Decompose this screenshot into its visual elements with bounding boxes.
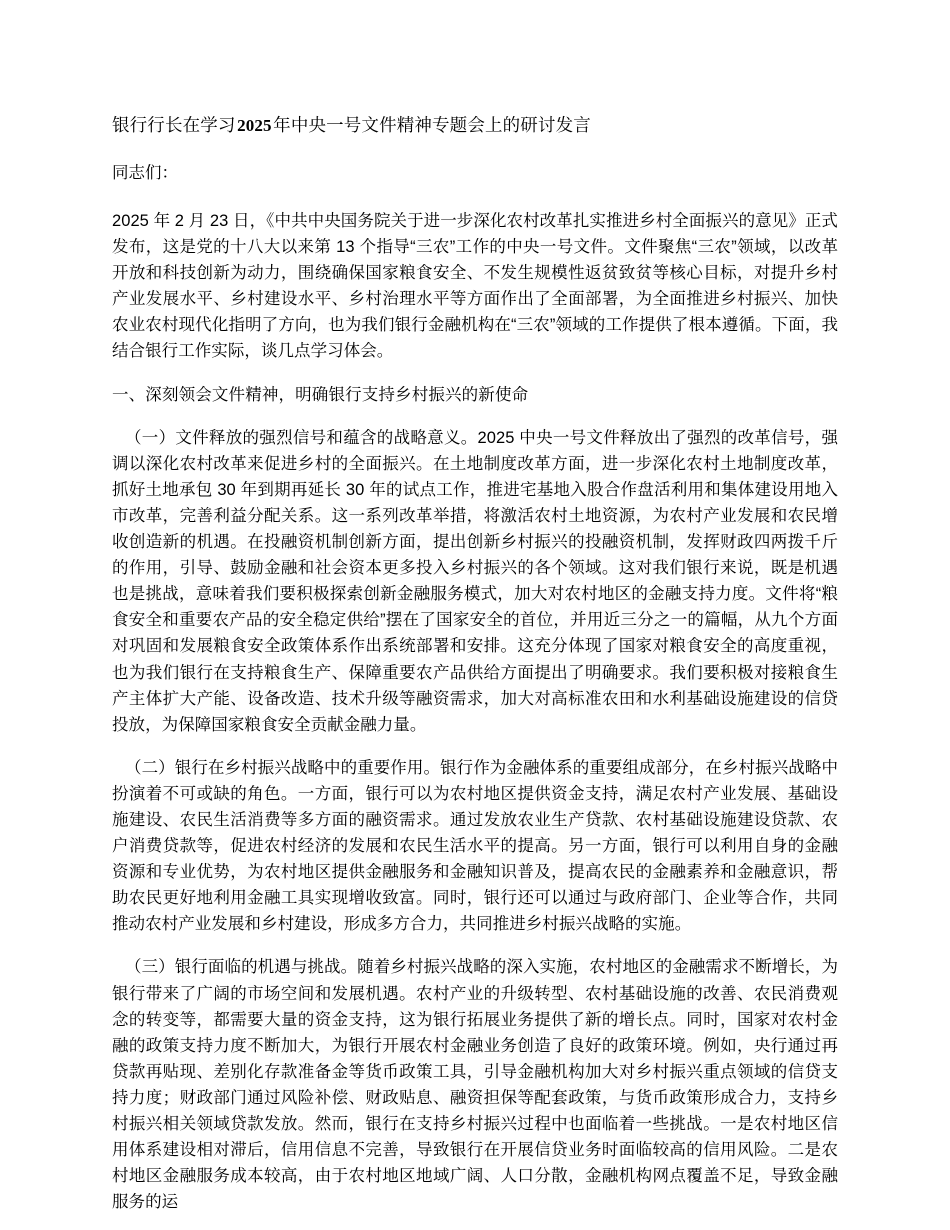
title-suffix: 年中央一号文件精神专题会上的研讨发言 [273,115,591,135]
intro-paragraph: 2025 年 2 月 23 日，《中共中央国务院关于进一步深化农村改革扎实推进乡村全面振兴的意见》正式发布，这是党的十八大以来第 13 个指导“三农”工作的中央一号文件。文件聚焦“三农”领域，以改革开放和科技创新为动力，围绕确保国家粮食安全、不发生规模性返贫致贫等核心目标，对提升乡村产业发展水平、乡村建设水平、乡村治理水平等方面作出了全面部署，为全面推进乡村振兴、加快农业农村现代化指明了方向，也为我们银行金融机构在“三农”领域的工作提供了根本遵循。下面，我结合银行工作实际，谈几点学习体会。 [112,212,838,361]
salutation: 同志们： [112,164,178,182]
sub-paragraph-2: （二）银行在乡村振兴战略中的重要作用。银行作为金融体系的重要组成部分，在乡村振兴战略中扮演着不可或缺的角色。一方面，银行可以为农村地区提供资金支持，满足农村产业发展、基础设施建设、农民生活消费等多方面的融资需求。通过发放农业生产贷款、农村基础设施建设贷款、农户消费贷款等，促进农村经济的发展和农民生活水平的提高。另一方面，银行可以利用自身的金融资源和专业优势，为农村地区提供金融服务和金融知识普及，提高农民的金融素养和金融意识，帮助农民更好地利用金融工具实现增收致富。同时，银行还可以通过与政府部门、企业等合作，共同推动农村产业发展和乡村建设，形成多方合力，共同推进乡村振兴战略的实施。 [112,758,838,934]
section-heading-1: 一、深刻领会文件精神，明确银行支持乡村振兴的新使命 [112,385,529,404]
title-year: 2025 [237,116,272,135]
page-title [112,112,838,139]
sub-paragraph-1: （一）文件释放的强烈信号和蕴含的战略意义。2025 中央一号文件释放出了强烈的改革信号，强调以深化农村改革来促进乡村的全面振兴。在土地制度改革方面，进一步深化农村土地制度改革，抓好土地承包 30 年到期再延长 30 年的试点工作，推进宅基地入股合作盘活利用和集体建设用地入市改革，完善利益分配关系。这一系列改革举措，将激活农村土地资源，为农村产业发展和农民增收创造新的机遇。在投融资机制创新方面，提出创新乡村振兴的投融资机制，发挥财政四两拨千斤的作用，引导、鼓励金融和社会资本更多投入乡村振兴的各个领域。这对我们银行来说，既是机遇也是挑战，意味着我们要积极探索创新金融服务模式，加大对农村地区的金融支持力度。文件将“粮食安全和重要农产品的安全稳定供给”摆在了国家安全的首位，并用近三分之一的篇幅，从九个方面对巩固和发展粮食安全政策体系作出系统部署和安排。这充分体现了国家对粮食安全的高度重视，也为我们银行在支持粮食生产、保障重要农产品供给方面提出了明确要求。我们要积极对接粮食生产主体扩大产能、设备改造、技术升级等融资需求，加大对高标准农田和水利基础设施建设的信贷投放，为保障国家粮食安全贡献金融力量。 [112,428,838,734]
title-prefix: 银行行长在学习 [112,115,236,135]
sub-paragraph-3: （三）银行面临的机遇与挑战。随着乡村振兴战略的深入实施，农村地区的金融需求不断增长，为银行带来了广阔的市场空间和发展机遇。农村产业的升级转型、农村基础设施的改善、农民消费观念的转变等，都需要大量的资金支持，这为银行拓展业务提供了新的增长点。同时，国家对农村金融的政策支持力度不断加大，为银行开展农村金融业务创造了良好的政策环境。例如，央行通过再贷款再贴现、差别化存款准备金等货币政策工具，引导金融机构加大对乡村振兴重点领域的信贷支持力度；财政部门通过风险补偿、财政贴息、融资担保等配套政策，与货币政策形成合力，支持乡村振兴相关领域贷款发放。然而，银行在支持乡村振兴过程中也面临着一些挑战。一是农村地区信用体系建设相对滞后，信用信息不完善，导致银行在开展信贷业务时面临较高的信用风险。二是农村地区金融服务成本较高，由于农村地区地域广阔、人口分散，金融机构网点覆盖不足，导致金融服务的运 [112,958,838,1212]
